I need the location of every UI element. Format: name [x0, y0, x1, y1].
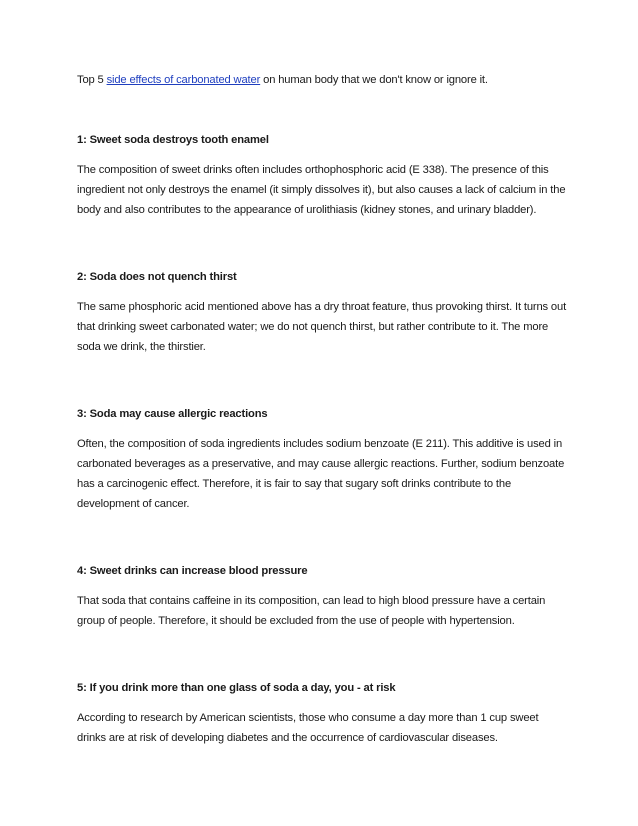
intro-prefix: Top 5 [77, 74, 107, 86]
section-1 [77, 130, 569, 220]
section-3 [77, 404, 569, 514]
section-2 [77, 267, 569, 357]
section-body: According to research by American scientists, those who consume a day more than 1 cup sweet drinks are at risk of developing diabetes and the occurrence of cardiovascular diseases. [77, 712, 539, 744]
section-heading: 2: Soda does not quench thirst [77, 271, 237, 283]
section-body: The same phosphoric acid mentioned above has a dry throat feature, thus provoking thirst. It turns out that drinking sweet carbonated water; we do not quench thirst, but rather contribute to it. The more soda we drink, the thirstier. [77, 301, 567, 353]
intro-suffix: on human body that we don't know or ignore it. [260, 74, 488, 86]
section-4 [77, 561, 569, 631]
section-heading: 3: Soda may cause allergic reactions [77, 408, 268, 420]
document-content [77, 70, 569, 748]
section-body: The composition of sweet drinks often includes orthophosphoric acid (E 338). The presence of this ingredient not only destroys the enamel (it simply dissolves it), but also causes a lack of calcium in the body and also contributes to the appearance of urolithiasis (kidney stones, and urinary bladder). [77, 164, 566, 216]
section-body: That soda that contains caffeine in its composition, can lead to high blood pressure have a certain group of people. Therefore, it should be excluded from the use of people with hypertension. [77, 595, 546, 627]
section-heading: 4: Sweet drinks can increase blood pressure [77, 565, 308, 577]
side-effects-link[interactable]: side effects of carbonated water [106, 74, 261, 86]
section-heading: 1: Sweet soda destroys tooth enamel [77, 134, 269, 146]
intro-paragraph [77, 70, 569, 90]
section-heading: 5: If you drink more than one glass of soda a day, you - at risk [77, 682, 396, 694]
section-body: Often, the composition of soda ingredients includes sodium benzoate (E 211). This additive is used in carbonated beverages as a preservative, and may cause allergic reactions. Further, sodium benzoate has a carcinogenic effect. Therefore, it is fair to say that sugary soft drinks contribute to the development of cancer. [77, 438, 565, 510]
section-5 [77, 678, 569, 748]
